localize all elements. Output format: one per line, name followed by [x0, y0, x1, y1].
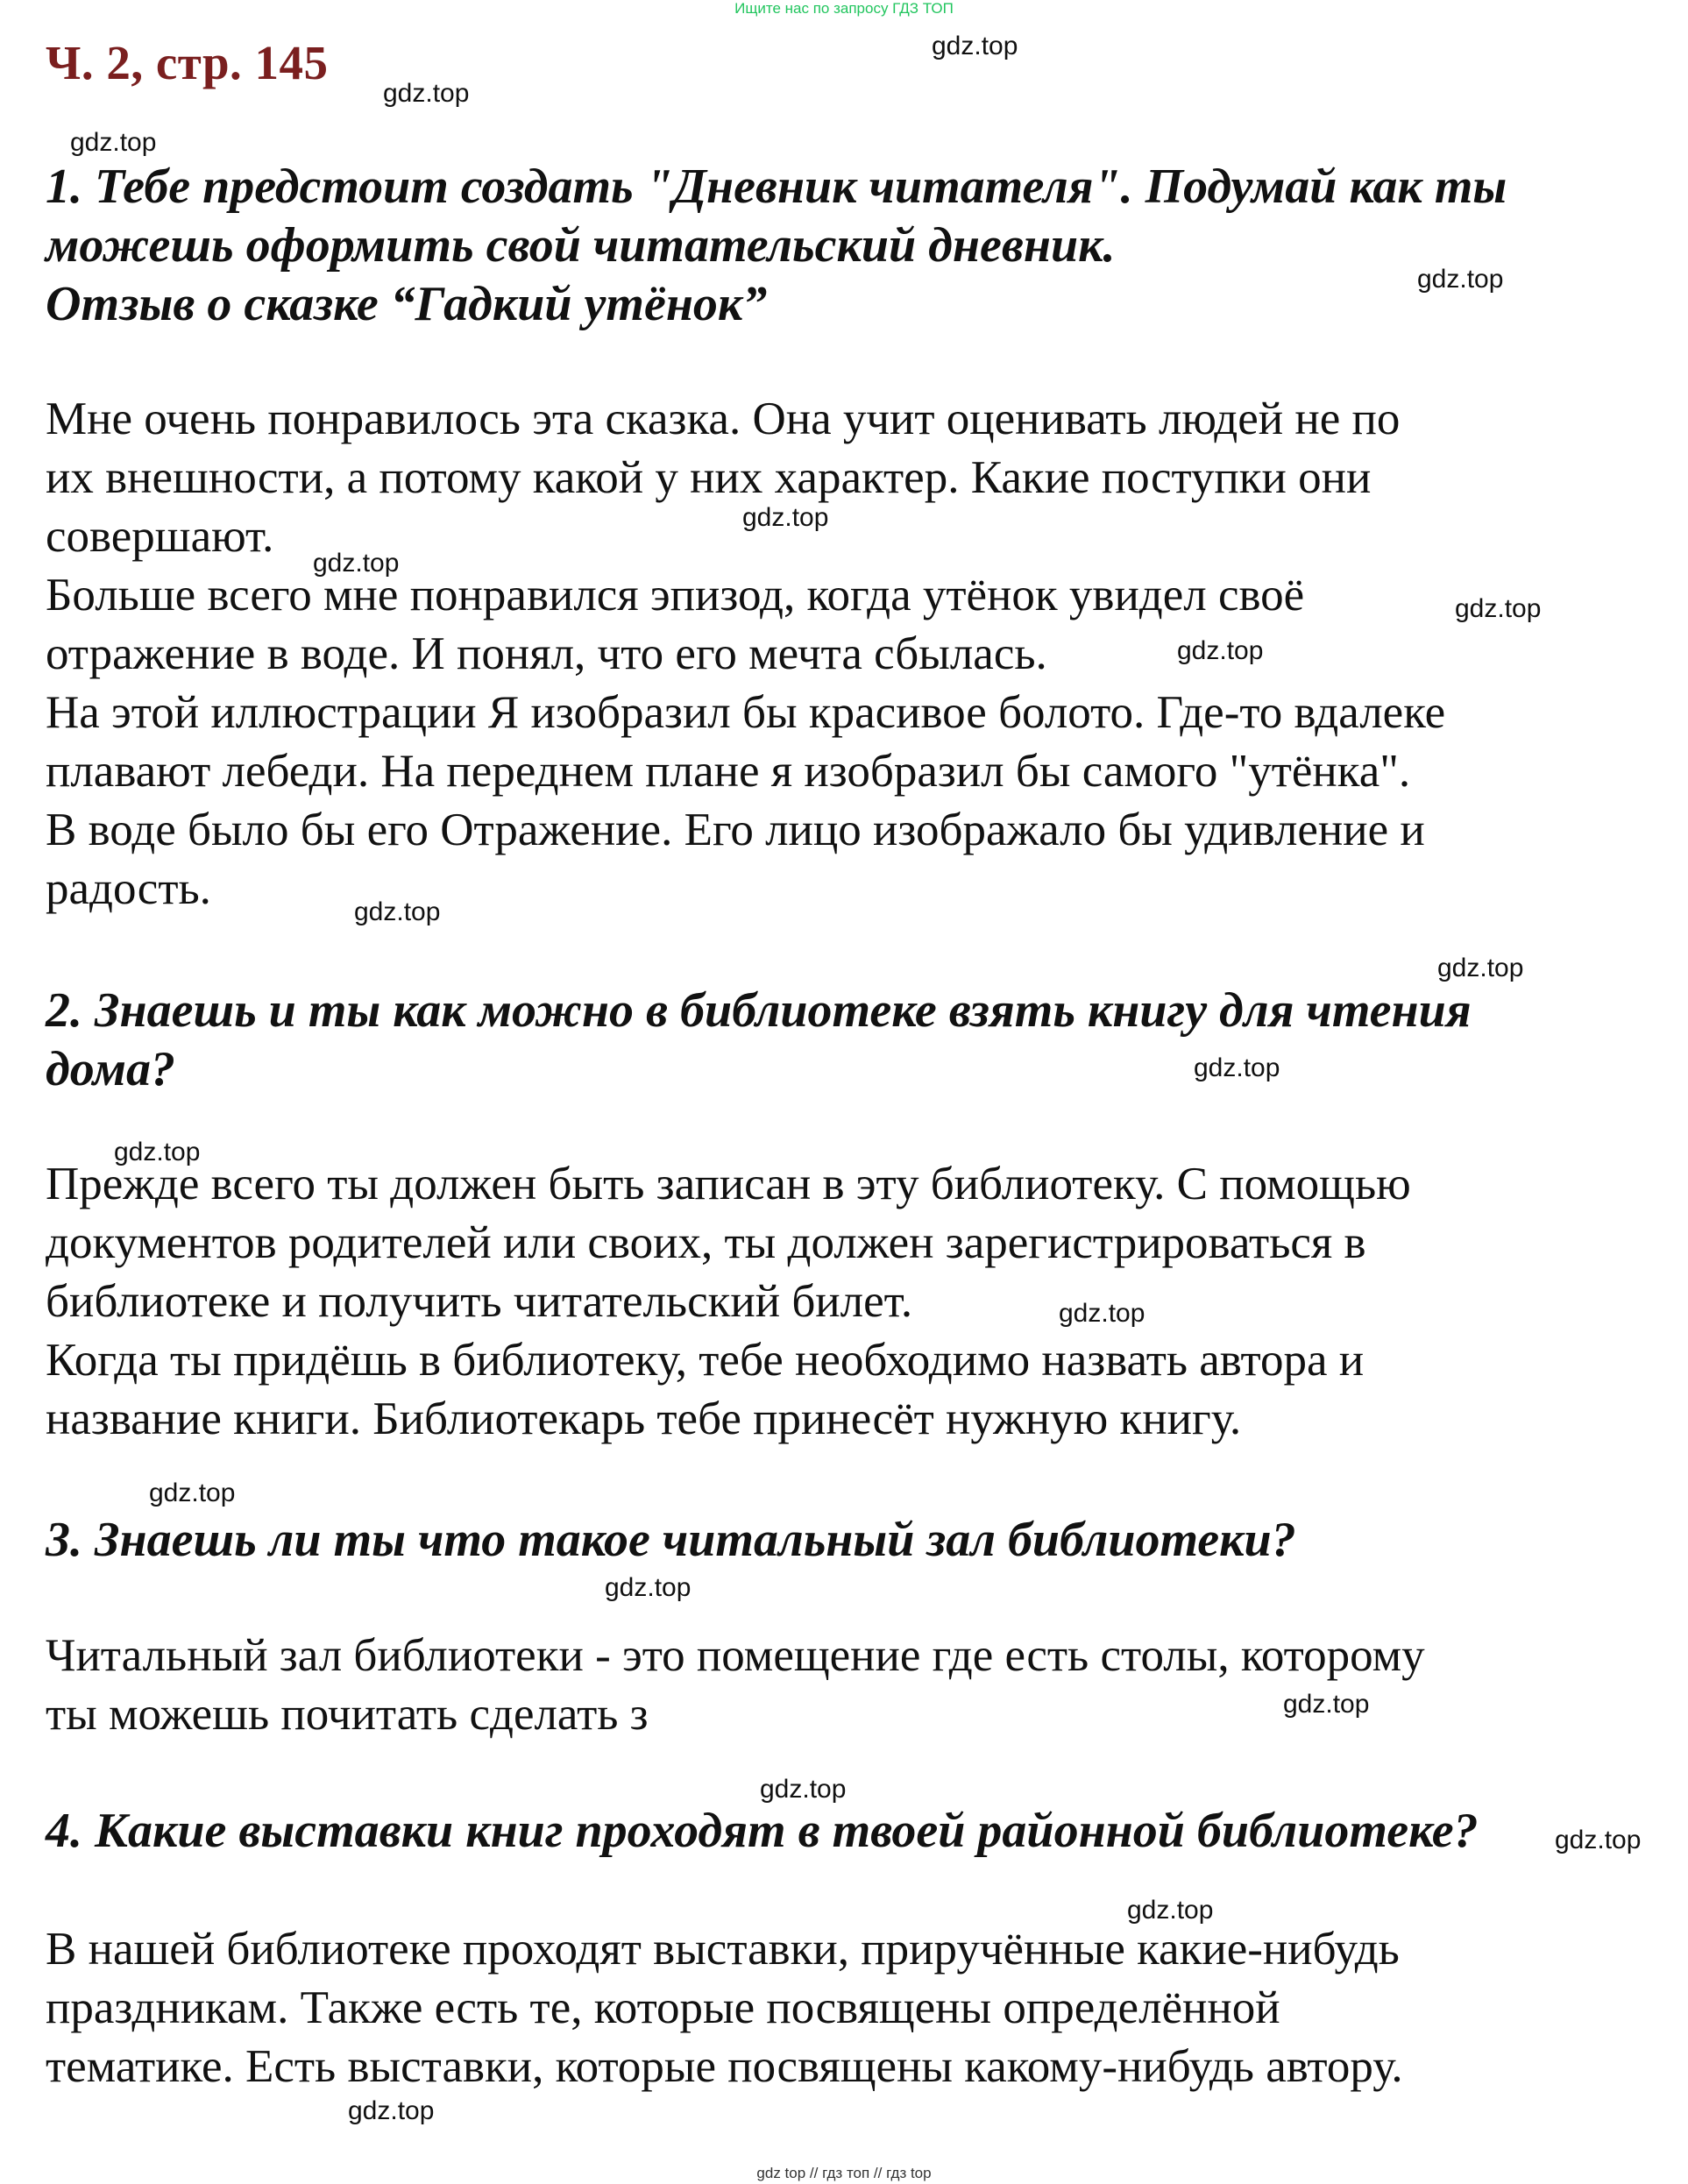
watermark: gdz.top	[1437, 954, 1524, 982]
watermark: gdz.top	[1059, 1299, 1145, 1328]
task-2-answer-line: название книги. Библиотекарь тебе принесёт нужную книгу.	[46, 1393, 1242, 1444]
task-1-question-line-1: 1. Тебе предстоит создать "Дневник читателя". Подумай как ты	[46, 160, 1507, 214]
task-1-answer-line: На этой иллюстрации Я изобразил бы красивое болото. Где-то вдалеке	[46, 687, 1446, 738]
watermark: gdz.top	[348, 2096, 435, 2125]
watermark: gdz.top	[932, 32, 1018, 60]
task-1-question	[46, 158, 1641, 334]
task-1-answer-line: Мне очень понравилось эта сказка. Она учит оценивать людей не по	[46, 394, 1401, 444]
watermark: gdz.top	[383, 79, 470, 108]
watermark: gdz.top	[1283, 1690, 1370, 1719]
task-4-answer-line: праздникам. Также есть те, которые посвящены определённой	[46, 1982, 1280, 2033]
watermark: gdz.top	[114, 1138, 201, 1166]
task-2-question: 2. Знаешь и ты как можно в библиотеке взять книгу для чтения дома?	[46, 983, 1472, 1096]
task-2-answer-line: библиотеке и получить читательский билет.	[46, 1276, 913, 1327]
task-4-answer-line: тематике. Есть выставки, которые посвящены какому-нибудь автору.	[46, 2041, 1403, 2092]
task-1-answer-line: отражение в воде. И понял, что его мечта сбылась.	[46, 628, 1047, 679]
watermark: gdz.top	[1417, 265, 1504, 294]
task-1-answer-line: В воде было бы его Отражение. Его лицо изображало бы удивление и	[46, 805, 1425, 855]
task-2-answer-line: Когда ты придёшь в библиотеку, тебе необходимо назвать автора и	[46, 1335, 1365, 1386]
watermark: gdz.top	[1194, 1053, 1280, 1082]
watermark: gdz.top	[1127, 1896, 1214, 1925]
watermark: gdz.top	[1555, 1826, 1642, 1854]
watermark: gdz.top	[760, 1775, 847, 1804]
watermark: gdz.top	[1455, 594, 1542, 623]
watermark: gdz.top	[605, 1573, 692, 1602]
task-4-answer-line: В нашей библиотеке проходят выставки, приручённые какие-нибудь	[46, 1924, 1400, 1975]
top-banner: Ищите нас по запросу ГДЗ ТОП	[734, 0, 954, 17]
task-3-question: 3. Знаешь ли ты что такое читальный зал библиотеки?	[46, 1513, 1296, 1567]
task-1-answer-line: Больше всего мне понравился эпизод, когда утёнок увидел своё	[46, 570, 1305, 620]
task-1-subheading: Отзыв о сказке “Гадкий утёнок”	[46, 277, 768, 331]
task-1-answer-line: радость.	[46, 863, 211, 914]
task-2-answer-line: документов родителей или своих, ты должен зарегистрироваться в	[46, 1217, 1366, 1268]
task-1-answer-line: их внешности, а потому какой у них характер. Какие поступки они	[46, 452, 1372, 503]
watermark: gdz.top	[313, 549, 400, 578]
task-1-question-line-2: можешь оформить свой читательский дневник.	[46, 218, 1116, 273]
watermark: gdz.top	[149, 1478, 236, 1507]
task-2-answer-line: Прежде всего ты должен быть записан в эту библиотеку. С помощью	[46, 1159, 1411, 1209]
task-1-answer-line: совершают.	[46, 511, 274, 562]
task-3-answer-line: ты можешь почитать сделать з	[46, 1689, 649, 1740]
task-4-question: 4. Какие выставки книг проходят в твоей районной библиотеке?	[46, 1804, 1479, 1858]
task-3-answer-line: Читальный зал библиотеки - это помещение где есть столы, которому	[46, 1630, 1425, 1681]
watermark: gdz.top	[70, 128, 157, 157]
footer-watermark: gdz top // гдз топ // гдз top	[756, 2165, 932, 2181]
page-title: Ч. 2, стр. 145	[46, 36, 329, 89]
watermark: gdz.top	[1177, 636, 1264, 665]
task-1-answer-line: плавают лебеди. На переднем плане я изобразил бы самого "утёнка".	[46, 746, 1411, 797]
watermark: gdz.top	[354, 897, 441, 926]
watermark: gdz.top	[742, 503, 829, 532]
